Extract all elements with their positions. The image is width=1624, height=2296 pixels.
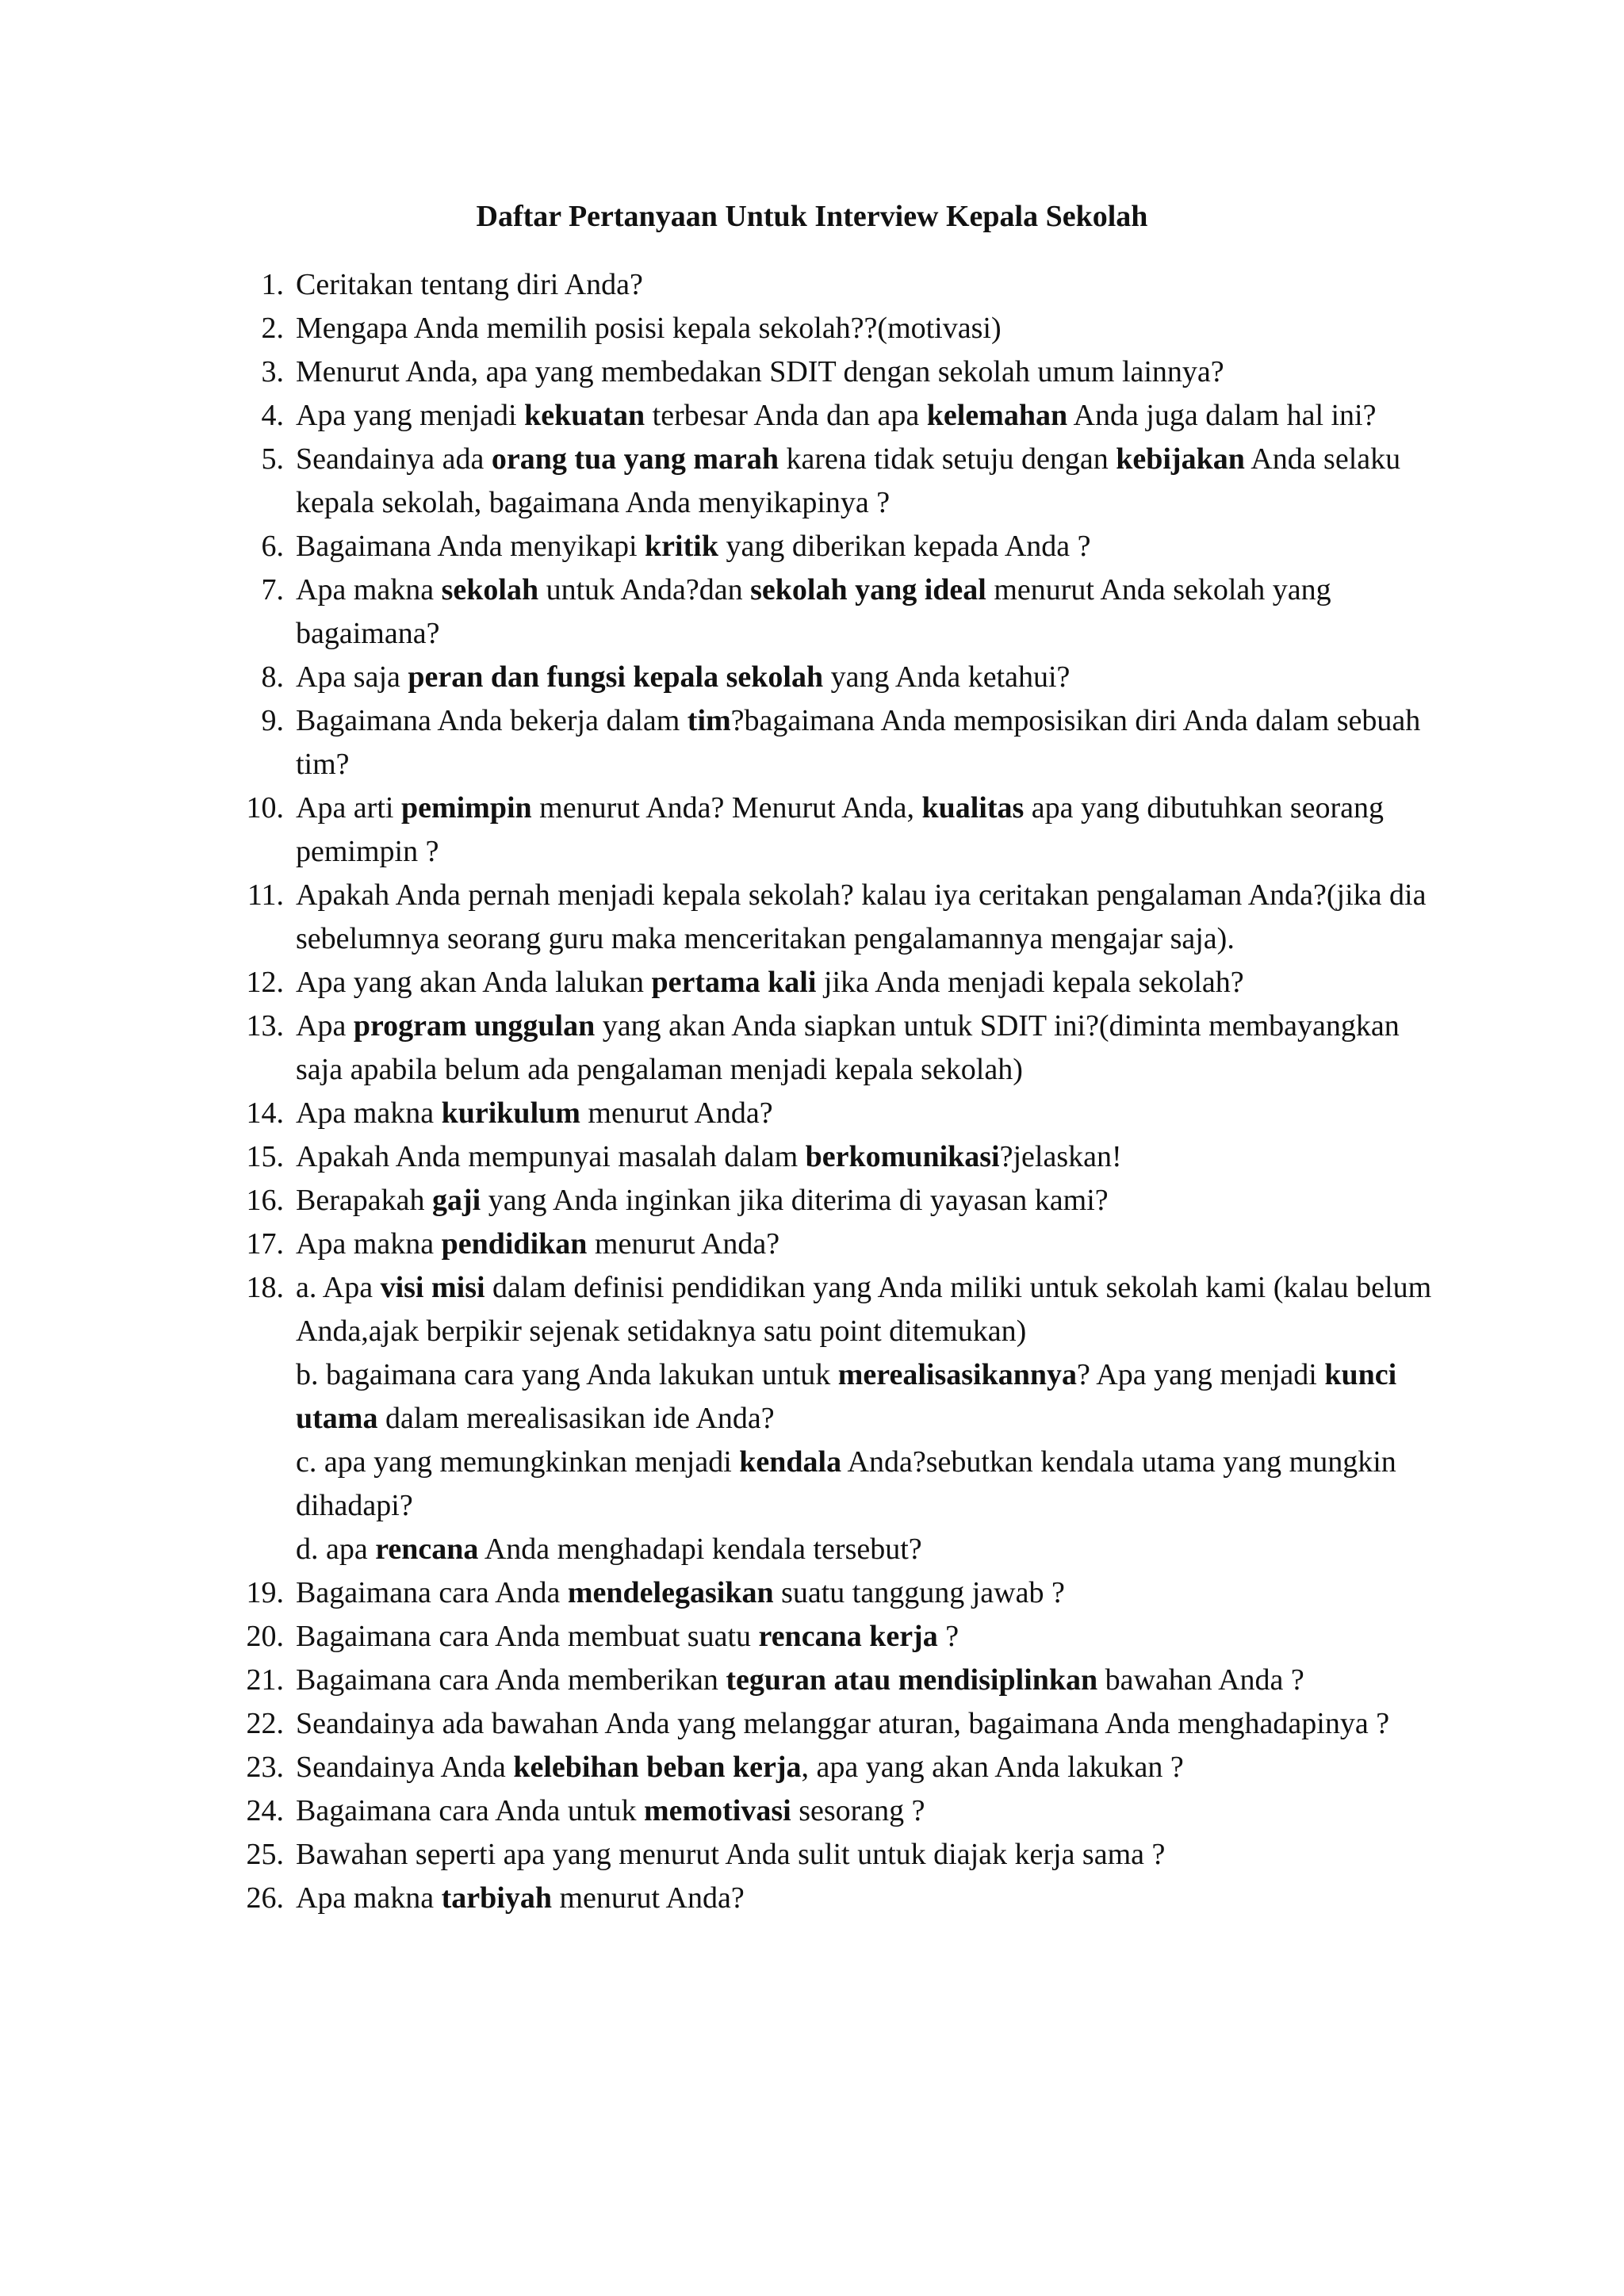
question-text: Bawahan seperti apa yang menurut Anda sulit untuk diajak kerja sama ? xyxy=(296,1838,1166,1871)
question-text: Apa arti xyxy=(296,791,401,825)
question-text: d. apa xyxy=(296,1533,376,1566)
bold-keyword: kelebihan beban kerja xyxy=(513,1751,802,1784)
question-text: Bagaimana cara Anda xyxy=(296,1576,568,1609)
question-text: Apa makna xyxy=(296,1096,442,1130)
question-text: Menurut Anda, apa yang membedakan SDIT dengan sekolah umum lainnya? xyxy=(296,355,1224,388)
question-text: Berapakah xyxy=(296,1184,432,1217)
question-number: 15. xyxy=(246,1140,284,1173)
question-item xyxy=(238,1833,1443,1877)
question-number: 5. xyxy=(261,442,284,476)
question-item xyxy=(238,525,1443,568)
bold-keyword: kendala xyxy=(739,1445,842,1479)
question-subpart xyxy=(296,1353,1443,1441)
document-title: Daftar Pertanyaan Untuk Interview Kepala Sekolah xyxy=(476,200,1148,233)
question-list xyxy=(238,263,1443,1920)
question-text: Apakah Anda mempunyai masalah dalam xyxy=(296,1140,806,1173)
question-number: 4. xyxy=(261,399,284,432)
bold-keyword: kritik xyxy=(645,530,718,563)
question-text: Apa yang akan Anda lalukan xyxy=(296,966,652,999)
bold-keyword: rencana kerja xyxy=(758,1620,938,1653)
question-text: suatu tanggung jawab ? xyxy=(773,1576,1065,1609)
question-text: menurut Anda? xyxy=(587,1227,780,1261)
question-number: 14. xyxy=(246,1096,284,1130)
question-text: karena tidak setuju dengan xyxy=(778,442,1116,476)
question-item xyxy=(238,656,1443,699)
question-text: ?bagaimana Anda memposisikan diri Anda dalam sebuah tim? xyxy=(296,704,1421,781)
question-number: 3. xyxy=(261,355,284,388)
question-text: dalam definisi pendidikan yang Anda miliki untuk sekolah kami (kalau belum Anda,ajak berpikir sejenak setidaknya satu point ditemukan) xyxy=(296,1271,1432,1348)
question-text: a. Apa xyxy=(296,1271,381,1304)
question-text: Anda selaku kepala sekolah, bagaimana Anda menyikapinya ? xyxy=(296,442,1401,519)
question-number: 20. xyxy=(246,1620,284,1653)
question-text: , apa yang akan Anda lakukan ? xyxy=(801,1751,1184,1784)
question-item xyxy=(238,1789,1443,1833)
question-text: Anda menghadapi kendala tersebut? xyxy=(478,1533,922,1566)
bold-keyword: teguran atau mendisiplinkan xyxy=(726,1663,1098,1697)
question-text: jika Anda menjadi kepala sekolah? xyxy=(816,966,1244,999)
question-text: Seandainya ada bawahan Anda yang melanggar aturan, bagaimana Anda menghadapinya ? xyxy=(296,1707,1390,1740)
question-text: Bagaimana cara Anda untuk xyxy=(296,1794,644,1827)
bold-keyword: pendidikan xyxy=(441,1227,588,1261)
question-text: Anda?sebutkan kendala utama yang mungkin dihadapi? xyxy=(296,1445,1396,1522)
question-item xyxy=(238,874,1443,961)
question-text: menurut Anda? xyxy=(580,1096,773,1130)
bold-keyword: kebijakan xyxy=(1116,442,1245,476)
question-text: Mengapa Anda memilih posisi kepala sekolah??(motivasi) xyxy=(296,312,1002,345)
question-number: 25. xyxy=(246,1838,284,1871)
bold-keyword: program unggulan xyxy=(353,1009,596,1043)
question-text: Bagaimana Anda bekerja dalam xyxy=(296,704,688,737)
question-number: 7. xyxy=(261,573,284,607)
question-text: menurut Anda sekolah yang bagaimana? xyxy=(296,573,1331,650)
question-item xyxy=(238,699,1443,786)
bold-keyword: gaji xyxy=(431,1184,481,1217)
question-text: Bagaimana Anda menyikapi xyxy=(296,530,645,563)
question-text: Ceritakan tentang diri Anda? xyxy=(296,268,643,301)
question-item xyxy=(238,350,1443,394)
question-number: 18. xyxy=(246,1271,284,1304)
question-item xyxy=(238,263,1443,307)
question-text: terbesar Anda dan apa xyxy=(645,399,927,432)
question-item xyxy=(238,1877,1443,1920)
question-text: apa yang dibutuhkan seorang pemimpin ? xyxy=(296,791,1385,868)
question-text: ? Apa yang menjadi xyxy=(1076,1358,1325,1391)
bold-keyword: kurikulum xyxy=(441,1096,580,1130)
question-text: Apa makna xyxy=(296,573,442,607)
question-item xyxy=(238,1092,1443,1135)
question-number: 13. xyxy=(246,1009,284,1043)
bold-keyword: merealisasikannya xyxy=(837,1358,1077,1391)
question-subpart xyxy=(296,1266,1443,1353)
question-text: menurut Anda? xyxy=(551,1881,745,1915)
question-number: 23. xyxy=(246,1751,284,1784)
question-item xyxy=(238,394,1443,438)
bold-keyword: berkomunikasi xyxy=(805,1140,1000,1173)
question-text: menurut Anda? Menurut Anda, xyxy=(531,791,922,825)
bold-keyword: peran dan fungsi kepala sekolah xyxy=(408,660,824,694)
question-text: Apa xyxy=(296,1009,354,1043)
question-text: Anda juga dalam hal ini? xyxy=(1067,399,1377,432)
question-item xyxy=(238,568,1443,656)
question-number: 11. xyxy=(247,878,284,912)
bold-keyword: mendelegasikan xyxy=(567,1576,774,1609)
question-text: Bagaimana cara Anda memberikan xyxy=(296,1663,726,1697)
question-text: untuk Anda?dan xyxy=(538,573,751,607)
question-item xyxy=(238,1135,1443,1179)
question-number: 10. xyxy=(246,791,284,825)
question-item xyxy=(238,1266,1443,1571)
question-text: Apa saja xyxy=(296,660,408,694)
bold-keyword: kunci utama xyxy=(296,1358,1397,1435)
question-number: 19. xyxy=(246,1576,284,1609)
question-text: b. bagaimana cara yang Anda lakukan untuk xyxy=(296,1358,838,1391)
bold-keyword: pemimpin xyxy=(400,791,532,825)
bold-keyword: visi misi xyxy=(380,1271,485,1304)
question-text: bawahan Anda ? xyxy=(1097,1663,1304,1697)
question-number: 24. xyxy=(246,1794,284,1827)
question-number: 21. xyxy=(246,1663,284,1697)
question-text: yang Anda ketahui? xyxy=(823,660,1071,694)
question-item xyxy=(238,1571,1443,1615)
question-number: 26. xyxy=(246,1881,284,1915)
question-item xyxy=(238,1702,1443,1746)
bold-keyword: kelemahan xyxy=(926,399,1068,432)
bold-keyword: rencana xyxy=(375,1533,479,1566)
question-number: 16. xyxy=(246,1184,284,1217)
question-text: ? xyxy=(937,1620,959,1653)
question-number: 6. xyxy=(261,530,284,563)
bold-keyword: orang tua yang marah xyxy=(491,442,779,476)
question-item xyxy=(238,1746,1443,1789)
question-text: Apa yang menjadi xyxy=(296,399,525,432)
question-item xyxy=(238,1179,1443,1223)
question-number: 2. xyxy=(261,312,284,345)
question-number: 22. xyxy=(246,1707,284,1740)
question-text: yang akan Anda siapkan untuk SDIT ini?(diminta membayangkan saja apabila belum ada pengalaman menjadi kepala sekolah) xyxy=(296,1009,1400,1086)
bold-keyword: kekuatan xyxy=(524,399,645,432)
question-text: ?jelaskan! xyxy=(999,1140,1122,1173)
question-text: yang Anda inginkan jika diterima di yayasan kami? xyxy=(481,1184,1109,1217)
question-subpart xyxy=(296,1528,1443,1571)
question-number: 1. xyxy=(261,268,284,301)
question-text: Apa makna xyxy=(296,1881,442,1915)
bold-keyword: tarbiyah xyxy=(441,1881,552,1915)
question-number: 12. xyxy=(246,966,284,999)
question-text: Bagaimana cara Anda membuat suatu xyxy=(296,1620,759,1653)
question-item xyxy=(238,1004,1443,1092)
question-number: 8. xyxy=(261,660,284,694)
question-text: Apa makna xyxy=(296,1227,442,1261)
bold-keyword: sekolah yang ideal xyxy=(750,573,986,607)
question-number: 17. xyxy=(246,1227,284,1261)
question-text: Seandainya Anda xyxy=(296,1751,514,1784)
question-item xyxy=(238,438,1443,525)
bold-keyword: memotivasi xyxy=(643,1794,791,1827)
bold-keyword: tim xyxy=(687,704,731,737)
bold-keyword: kualitas xyxy=(921,791,1025,825)
question-item xyxy=(238,307,1443,350)
question-text: dalam merealisasikan ide Anda? xyxy=(377,1402,775,1435)
question-text: c. apa yang memungkinkan menjadi xyxy=(296,1445,740,1479)
question-item xyxy=(238,1223,1443,1266)
question-number: 9. xyxy=(261,704,284,737)
question-item xyxy=(238,786,1443,874)
question-item xyxy=(238,1659,1443,1702)
question-text: Seandainya ada xyxy=(296,442,492,476)
bold-keyword: pertama kali xyxy=(651,966,817,999)
question-item xyxy=(238,1615,1443,1659)
question-text: sesorang ? xyxy=(791,1794,925,1827)
question-text: Apakah Anda pernah menjadi kepala sekolah? kalau iya ceritakan pengalaman Anda?(jika dia sebelumnya seorang guru maka menceritakan pengalamannya mengajar saja). xyxy=(296,878,1427,955)
question-subpart xyxy=(296,1441,1443,1528)
bold-keyword: sekolah xyxy=(441,573,539,607)
question-text: yang diberikan kepada Anda ? xyxy=(718,530,1091,563)
question-item xyxy=(238,961,1443,1004)
